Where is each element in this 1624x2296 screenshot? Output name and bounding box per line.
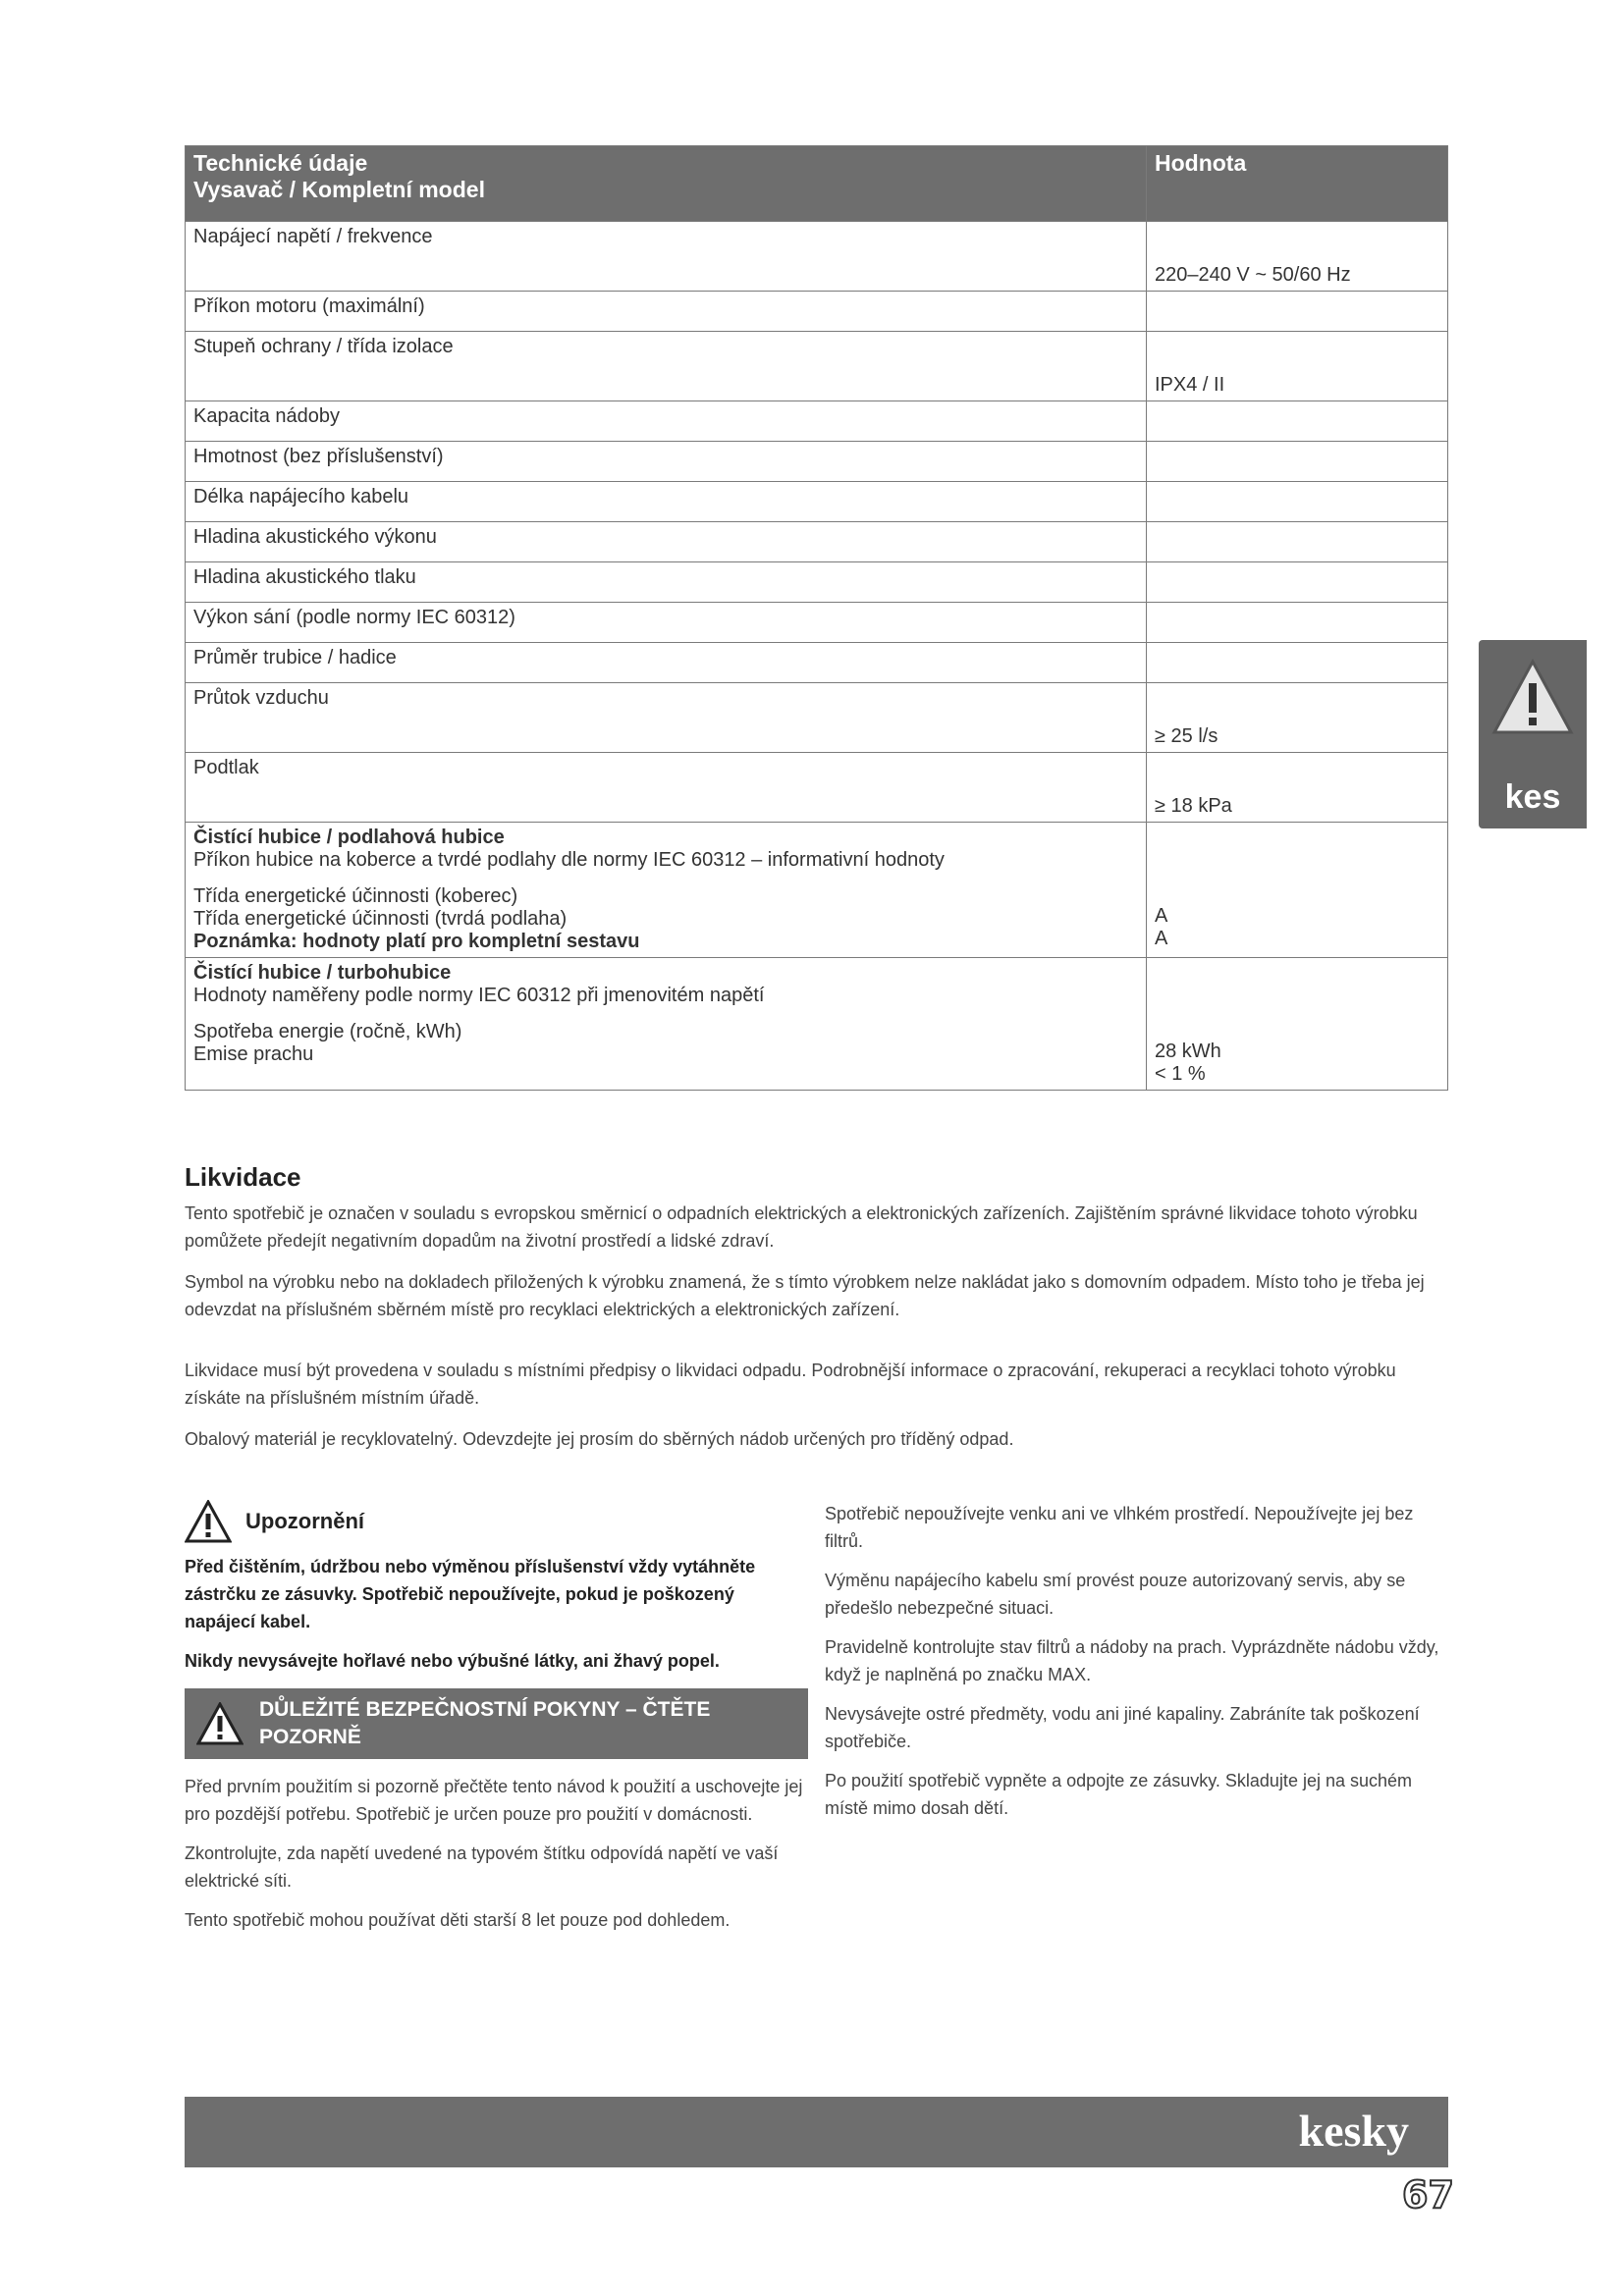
row-value [1147, 292, 1448, 332]
page-number: 67 [1402, 2173, 1454, 2216]
section1-values [1147, 823, 1448, 958]
row-value: IPX4 / II [1147, 332, 1448, 401]
right-paragraph-4: Nevysávejte ostré předměty, vodu ani jiné kapaliny. Zabráníte tak poškození spotřebiče. [825, 1704, 1420, 1751]
language-side-tab [1479, 640, 1587, 828]
right-column [825, 1500, 1448, 1834]
safety-bar-title: DŮLEŽITÉ BEZPEČNOSTNÍ POKYNY – ČTĚTE POZORNĚ [259, 1698, 711, 1748]
table-header-right: Hodnota [1147, 146, 1448, 222]
warning-bold-text: Před čištěním, údržbou nebo výměnou příslušenství vždy vytáhněte zástrčku ze zásuvky. Spotřebič nepoužívejte, pokud je poškozený napájecí kabel. [185, 1557, 756, 1631]
right-paragraph-2: Výměnu napájecího kabelu smí provést pouze autorizovaný servis, aby se předešlo nebezpečné situaci. [825, 1571, 1406, 1618]
row-label: Průměr trubice / hadice [186, 643, 1147, 683]
table-rows [186, 222, 1448, 823]
row-value: ≥ 18 kPa [1147, 753, 1448, 823]
table-row [186, 603, 1448, 643]
section1-row-a-label: Třída energetické účinnosti (koberec) [193, 885, 518, 907]
section1-cell [186, 823, 1147, 958]
section2-row-a-label: Spotřeba energie (ročně, kWh) [193, 1021, 462, 1042]
footer-bar [185, 2097, 1448, 2167]
row-value [1147, 522, 1448, 562]
row-value: ≥ 25 l/s [1147, 683, 1448, 753]
left-paragraph-1: Před prvním použitím si pozorně přečtěte tento návod k použití a uschovejte jej pro pozdější potřebu. Spotřebič je určen pouze pro použití v domácnosti. [185, 1777, 803, 1824]
brand-logo: kesky [1298, 2106, 1409, 2156]
table-row [186, 222, 1448, 292]
row-label: Hladina akustického tlaku [186, 562, 1147, 603]
section2-row [186, 958, 1448, 1091]
row-value: 220–240 V ~ 50/60 Hz [1147, 222, 1448, 292]
section2-row-b-value: < 1 % [1155, 1063, 1206, 1085]
section1-row-b-value: A [1155, 928, 1168, 949]
section1-note: Příkon hubice na koberce a tvrdé podlahy dle normy IEC 60312 – informativní hodnoty [193, 849, 945, 871]
section2-cell [186, 958, 1147, 1091]
warning-heading [185, 1500, 808, 1543]
section2-title: Čistící hubice / turbohubice [193, 962, 452, 984]
warning-icon [196, 1702, 244, 1745]
section1-title: Čistící hubice / podlahová hubice [193, 827, 505, 848]
section2-row-a-value: 28 kWh [1155, 1041, 1221, 1062]
row-value [1147, 603, 1448, 643]
warning-bold-text-2: Nikdy nevysávejte hořlavé nebo výbušné látky, ani žhavý popel. [185, 1651, 720, 1671]
left-paragraph-2: Zkontrolujte, zda napětí uvedené na typovém štítku odpovídá napětí ve vaší elektrické síti. [185, 1843, 779, 1891]
row-label: Hmotnost (bez příslušenství) [186, 442, 1147, 482]
section2-note: Hodnoty naměřeny podle normy IEC 60312 při jmenovitém napětí [193, 985, 765, 1006]
section2-row-b-label: Emise prachu [193, 1043, 314, 1065]
disposal-paragraph-4: Obalový materiál je recyklovatelný. Odevzdejte jej prosím do sběrných nádob určených pro tříděný odpad. [185, 1429, 1014, 1449]
disposal-paragraph-1: Tento spotřebič je označen v souladu s evropskou směrnicí o odpadních elektrických a elektronických zařízeních. Zajištěním správné likvidace tohoto výrobku pomůžete předejít negativním dopadům na životní prostředí a lidské zdraví. [185, 1203, 1418, 1251]
row-label: Příkon motoru (maximální) [186, 292, 1147, 332]
warning-icon [185, 1500, 232, 1543]
safety-instructions-bar [185, 1688, 808, 1759]
table-row [186, 482, 1448, 522]
table-row [186, 332, 1448, 401]
section2-values [1147, 958, 1448, 1091]
row-label: Průtok vzduchu [186, 683, 1147, 753]
right-paragraph-1: Spotřebič nepoužívejte venku ani ve vlhkém prostředí. Nepoužívejte jej bez filtrů. [825, 1504, 1414, 1551]
section1-row-a-value: A [1155, 905, 1168, 927]
header-subtitle: Vysavač / Kompletní model [193, 177, 485, 202]
table-header-left [186, 146, 1147, 222]
row-label: Hladina akustického výkonu [186, 522, 1147, 562]
table-row [186, 401, 1448, 442]
table-row [186, 292, 1448, 332]
disposal-paragraph-3: Likvidace musí být provedena v souladu s místními předpisy o likvidaci odpadu. Podrobnější informace o zpracování, rekuperaci a recyklaci tohoto výrobku získáte na příslušném místním úřadě. [185, 1361, 1396, 1408]
row-label: Stupeň ochrany / třída izolace [186, 332, 1147, 401]
row-label: Výkon sání (podle normy IEC 60312) [186, 603, 1147, 643]
row-value [1147, 643, 1448, 683]
right-paragraph-3: Pravidelně kontrolujte stav filtrů a nádoby na prach. Vyprázdněte nádobu vždy, když je naplněná po značku MAX. [825, 1637, 1439, 1684]
section1-row-b-label: Třída energetické účinnosti (tvrdá podlaha) [193, 908, 568, 930]
section1-row [186, 823, 1448, 958]
warning-title: Upozornění [245, 1509, 364, 1533]
table-row [186, 753, 1448, 823]
row-value [1147, 482, 1448, 522]
row-value [1147, 442, 1448, 482]
table-header-row [186, 146, 1448, 222]
row-label: Délka napájecího kabelu [186, 482, 1147, 522]
row-value [1147, 562, 1448, 603]
section1-bold: Poznámka: hodnoty platí pro kompletní sestavu [193, 931, 640, 952]
disposal-title: Likvidace [185, 1162, 301, 1192]
table-row [186, 522, 1448, 562]
right-paragraph-5: Po použití spotřebič vypněte a odpojte ze zásuvky. Skladujte jej na suchém místě mimo dosah dětí. [825, 1771, 1413, 1818]
spec-table [185, 145, 1448, 1091]
row-label: Kapacita nádoby [186, 401, 1147, 442]
row-label: Napájecí napětí / frekvence [186, 222, 1147, 292]
table-row [186, 683, 1448, 753]
left-paragraph-3: Tento spotřebič mohou používat děti starší 8 let pouze pod dohledem. [185, 1910, 731, 1930]
warning-icon [1490, 658, 1575, 736]
table-row [186, 442, 1448, 482]
table-row [186, 643, 1448, 683]
row-value [1147, 401, 1448, 442]
table-row [186, 562, 1448, 603]
row-label: Podtlak [186, 753, 1147, 823]
left-column [185, 1500, 808, 1946]
language-label: kes [1504, 778, 1561, 816]
disposal-paragraph-2: Symbol na výrobku nebo na dokladech přiložených k výrobku znamená, že s tímto výrobkem nelze nakládat jako s domovním odpadem. Místo toho je třeba jej odevzdat na příslušném sběrném místě pro recyklaci elektrických a elektronických zařízení. [185, 1272, 1425, 1319]
header-title: Technické údaje [193, 150, 368, 176]
